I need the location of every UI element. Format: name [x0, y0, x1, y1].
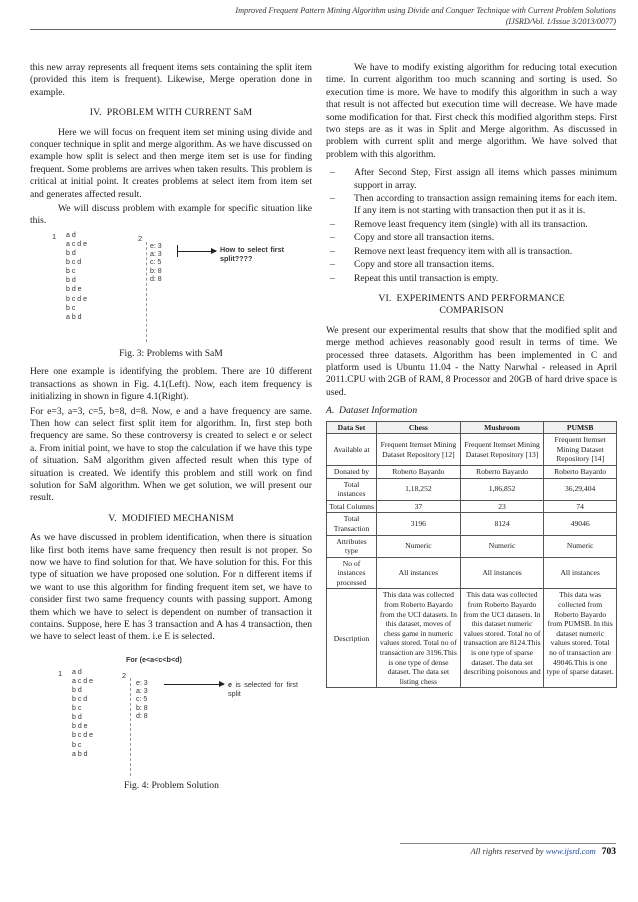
- table-cell: Frequent Itemset Mining Dataset Repository [14]: [544, 434, 617, 466]
- fig3-transaction: a d: [66, 231, 76, 239]
- algorithm-step: – After Second Step, First assign all items which passes minimum support in array.: [326, 167, 617, 192]
- section-5-heading: V. MODIFIED MECHANISM: [108, 512, 234, 524]
- table-cell: Frequent Itemset Mining Dataset Repository [13]: [460, 434, 544, 466]
- fig4-frequency: e: 3: [136, 679, 148, 687]
- header-title: Improved Frequent Pattern Mining Algorithm using Divide and Conquer Technique with Current Problem Solutions: [235, 6, 616, 15]
- algorithm-step: – Repeat this until transaction is empty.: [326, 273, 617, 285]
- table-row-label: Total instances: [327, 478, 377, 500]
- section-4-paragraph-2: We will discuss problem with example for specific situation like this.: [30, 203, 312, 227]
- table-cell: 3196: [377, 513, 461, 535]
- table-cell: Numeric: [460, 535, 544, 557]
- table-row-label: Total Columns: [327, 500, 377, 513]
- table-cell: This data was collected from Roberto Bayardo from the UCI datasets. In this dataset, moves of chess game in numeric values stored. Total no of transaction are 3196.This is one type of dense dataset. The data set listing chess: [377, 589, 461, 688]
- table-row: [327, 465, 617, 478]
- fig4-transaction: a d: [72, 668, 82, 676]
- table-cell: Roberto Bayardo: [377, 465, 461, 478]
- header-journal: (IJSRD/Vol. 1/Issue 3/2013/0077): [505, 16, 616, 26]
- table-row: [327, 535, 617, 557]
- page-footer: [0, 846, 616, 857]
- footer-site-link[interactable]: www.ijsrd.com: [545, 846, 596, 856]
- table-cell: Roberto Bayardo: [460, 465, 544, 478]
- fig3-panel-label-1: 1: [52, 231, 57, 241]
- table-cell: This data was collected from Roberto Bayardo from the UCI datasets. In this dataset numeric values stored. Total no of transaction are 8124.This is one type of sparse dataset. The data set describing poisonous and: [460, 589, 544, 688]
- fig4-divider: [130, 678, 131, 776]
- fig4-note: [228, 680, 298, 698]
- fig3-frequency: b: 8: [150, 267, 162, 275]
- header-rule: [30, 29, 616, 30]
- fig3-transaction: b d: [66, 250, 76, 258]
- fig4-transaction: b c: [72, 741, 82, 749]
- table-cell: 23: [460, 500, 544, 513]
- algorithm-steps: [326, 167, 617, 285]
- table-row: [327, 500, 617, 513]
- table-row-label: Description: [327, 589, 377, 688]
- fig4-arrow: [164, 684, 224, 685]
- fig4-transaction: a c d e: [72, 677, 94, 685]
- fig3-frequency: c: 5: [150, 259, 162, 267]
- dataset-table: [326, 421, 617, 689]
- section-4-paragraph-1: Here we will focus on frequent item set mining using divide and conquer technique in split and merge algorithm. As we have discussed on example how split is select and then merge item set is use for finding frequent. Some problems are arrives when taken results. This problem is critical at initial point. It creates problems at select item from item set and generates affected result.: [30, 126, 312, 200]
- table-cell: 37: [377, 500, 461, 513]
- fig3-frequency: d: 8: [150, 276, 162, 284]
- figure-4: [30, 654, 312, 776]
- fig4-transaction: b c d e: [72, 732, 94, 740]
- table-header-cell: Mushroom: [460, 421, 544, 434]
- algorithm-step: – Copy and store all transaction items.: [326, 232, 617, 244]
- frequency-paragraph: For e=3, a=3, c=5, b=8, d=8. Now, e and a have frequency are same. Then how can select first split item for algorithm. In, first step both frequency are same. So these controversy is created to select e or select a. From initial point, we have to stop the calculation if we have this type of situation. SaM algorithm given affected result when this type of situation is created. We identify this problem and still work on find solution for SaM algorithm. When we get solution, we will present our result.: [30, 405, 312, 504]
- table-cell: 36,29,404: [544, 478, 617, 500]
- algorithm-step: – Remove next least frequency item with all is transaction.: [326, 246, 617, 258]
- table-header-cell: PUMSB: [544, 421, 617, 434]
- algorithm-step: – Copy and store all transaction items.: [326, 259, 617, 271]
- fig3-transaction: b c: [66, 304, 76, 312]
- section-6-heading: VI. EXPERIMENTS AND PERFORMANCE COMPARISON: [378, 292, 565, 317]
- example-paragraph: Here one example is identifying the problem. There are 10 different transactions as shown in Fig. 4.1(Left). Now, each item frequency is initializing in shown in figure 4.1(Right).: [30, 366, 312, 403]
- table-cell: 49046: [544, 513, 617, 535]
- fig4-panel-label-2: 2: [122, 670, 127, 680]
- table-cell: 8124: [460, 513, 544, 535]
- fig4-frequency-list: [136, 680, 148, 721]
- fig3-arrow: [178, 251, 216, 252]
- fig4-frequency: a: 3: [136, 688, 148, 696]
- running-header: [30, 6, 616, 27]
- fig3-frequency-list: [150, 243, 162, 284]
- fig3-divider: [146, 242, 147, 342]
- fig3-transaction-list: [66, 231, 87, 322]
- fig3-transaction: b d: [66, 277, 76, 285]
- fig4-note-text: is selected for first split: [228, 679, 298, 698]
- table-cell: 1,18,252: [377, 478, 461, 500]
- table-cell: This data was collected from Roberto Bayardo from PUMSB. In this dataset numeric values stored. Total no of transaction are 49046.This is one type of sparse dataset.: [544, 589, 617, 688]
- table-row-label: Donated by: [327, 465, 377, 478]
- footer-text: All rights reserved by: [470, 846, 546, 856]
- table-header-cell: Data Set: [327, 421, 377, 434]
- right-column: [326, 62, 617, 688]
- intro-paragraph: this new array represents all frequent items sets containing the split item (provided this item is frequent). Likewise, Merge operation done in example.: [30, 62, 312, 98]
- left-column: [30, 62, 312, 798]
- fig4-transaction-list: [72, 668, 93, 759]
- table-row-label: No of instances processed: [327, 557, 377, 589]
- table-cell: All instances: [460, 557, 544, 589]
- figure-3: [30, 232, 312, 342]
- fig3-frequency: a: 3: [150, 251, 162, 259]
- table-row: [327, 478, 617, 500]
- figure-3-caption: Fig. 3: Problems with SaM: [119, 347, 223, 359]
- table-header-row: [327, 421, 617, 434]
- fig4-order-label: For (e<a<c<b<d): [126, 654, 182, 664]
- section-4-heading: IV. PROBLEM WITH CURRENT SaM: [89, 107, 253, 119]
- table-row-label: Available at: [327, 434, 377, 466]
- algorithm-step: – Remove least frequency item (single) with all its transaction.: [326, 219, 617, 231]
- fig4-frequency: b: 8: [136, 704, 148, 712]
- fig4-note-item: e: [228, 679, 232, 689]
- table-cell: 1,86,852: [460, 478, 544, 500]
- figure-4-caption: Fig. 4: Problem Solution: [124, 779, 219, 791]
- fig3-panel-label-2: 2: [138, 233, 143, 243]
- fig4-transaction: b d: [72, 714, 82, 722]
- algorithm-step: – Then according to transaction assign remaining items for each item. If any item is not starting with transaction then put it as it is.: [326, 193, 617, 218]
- table-cell: Numeric: [544, 535, 617, 557]
- table-cell: All instances: [377, 557, 461, 589]
- fig4-panel-label-1: 1: [58, 668, 63, 678]
- table-row: [327, 434, 617, 466]
- fig3-frequency: e: 3: [150, 242, 162, 250]
- table-row: [327, 557, 617, 589]
- table-row-label: Total Transaction: [327, 513, 377, 535]
- table-cell: Numeric: [377, 535, 461, 557]
- fig4-transaction: b d e: [72, 723, 88, 731]
- fig3-note: How to select first split????: [220, 244, 284, 263]
- modify-paragraph: We have to modify existing algorithm for reducing total execution time. In current algorithm too much scanning and sorting is used. So execution time is more. We have to modify this algorithm in such a way that result is not affected but execution time will decrease. We have made some modification for that. First check this modified algorithm steps. First two steps are as it was in Split and Merge algorithm. As discussed in problem with current split and merge algorithm. We have solved that problem with this algorithm.: [326, 62, 617, 160]
- page-number: 703: [601, 847, 616, 857]
- fig4-transaction: b c: [72, 705, 82, 713]
- table-row: [327, 589, 617, 688]
- fig4-transaction: b d: [72, 687, 82, 694]
- table-row: [327, 513, 617, 535]
- table-cell: Roberto Bayardo: [544, 465, 617, 478]
- section-5-paragraph: As we have discussed in problem identification, when there is situation like first both items have same frequency then result is not proper. So now we have to find solution for that. We have solution for this. For this type of situation we have proposed one solution. For n different items if we want to use this algorithm for finding frequent item set, we have to consider first two same frequency counts with passing support. Among them which we have to select is dependent on number of transaction it contains. Suppose, here E has 3 transaction and A has 4 transaction, then we have to select least of them. i.e E is selected.: [30, 532, 312, 643]
- footer-rule: [400, 843, 616, 844]
- table-cell: 74: [544, 500, 617, 513]
- section-6-paragraph: We present our experimental results that show that the modified split and merge method achieves reasonably good result in terms of time. We processed three datasets. Algorithm has been implemented in C and platform used is Ubuntu 11.04 - the Natty Narwhal - released in April 2011.CPU with 2GB of RAM, 8 Processor and 20GB of hard drive space is used.: [326, 324, 617, 398]
- fig3-transaction: b c d: [66, 259, 82, 267]
- fig4-transaction: b c d: [72, 696, 88, 704]
- table-row-label: Attributes type: [327, 535, 377, 557]
- table-cell: Frequent Itemset Mining Dataset Repository [12]: [377, 434, 461, 466]
- table-cell: All instances: [544, 557, 617, 589]
- subsection-heading: A. Dataset Information: [326, 405, 418, 417]
- fig3-transaction: a b d: [66, 313, 82, 321]
- fig3-transaction: b c d e: [66, 295, 88, 303]
- fig4-frequency: d: 8: [136, 713, 148, 720]
- fig3-transaction: b c: [66, 268, 76, 276]
- fig4-transaction: a b d: [72, 750, 88, 758]
- fig3-transaction: a c d e: [66, 240, 88, 248]
- fig3-transaction: b d e: [66, 286, 82, 294]
- table-header-cell: Chess: [377, 421, 461, 434]
- fig4-frequency: c: 5: [136, 696, 148, 704]
